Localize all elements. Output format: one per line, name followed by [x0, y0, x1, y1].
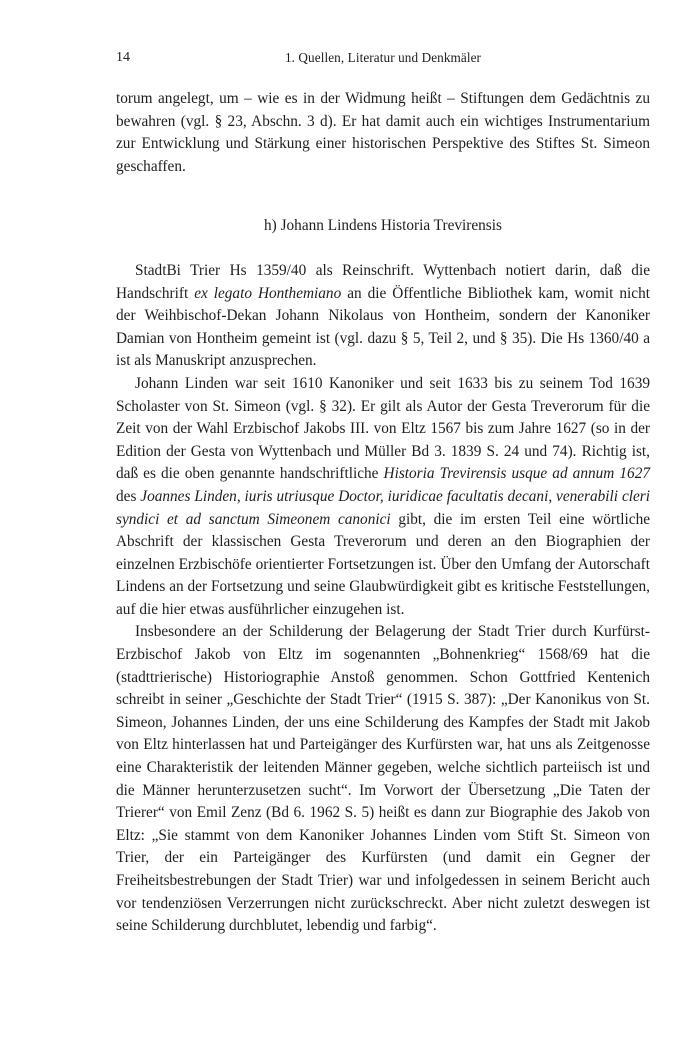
section-heading: h) Johann Lindens Historia Trevirensis: [264, 217, 502, 235]
running-header: [116, 48, 650, 74]
work-title: Historia Trevirensis usque ad annum 1627: [383, 465, 651, 483]
book-page: [116, 48, 650, 938]
section-heading-wrap: [116, 215, 650, 238]
latin-quote: ex legato Honthemiano: [194, 284, 342, 302]
paragraph-text: des: [116, 487, 141, 505]
paragraph-text: Johann Linden war seit 1610 Kanoniker und seit 1633 bis zu seinem Tod 1639 Scholaster von St. Simeon (vgl. § 32). Er gilt als Autor der Gesta Treverorum für die Zeit von der Wahl Erzbischof Jakobs III. von Eltz 1567 bis zum Jahre 1627 (so in der Edition der Gesta von Wyttenbach und Müller Bd 3. 1839 S. 24 und 74). Richtig ist, daß es die oben genannte handschriftliche: [116, 374, 650, 483]
latin-quote: Joannes Linden, iuris utriusque Doctor, iuridicae facultatis decani, venerabili cleri syndici et ad sanctum Simeonem canonici: [116, 487, 650, 528]
paragraph-manuscripts: [116, 260, 650, 373]
page-number: 14: [116, 50, 130, 65]
paragraph-linden-biography: [116, 373, 650, 622]
paragraph-text: an die Öffentliche Bibliothek kam, womit nicht der Weihbischof-Dekan Johann Nikolaus von Hontheim, sondern der Kanoniker Damian von Hontheim gemeint ist (vgl. dazu § 5, Teil 2, und § 35). Die Hs 1360/40 a ist als Manuskript anzusprechen.: [116, 284, 650, 370]
paragraph-bohnenkrieg: Insbesondere an der Schilderung der Belagerung der Stadt Trier durch Kurfürst-Erzbischof Jakob von Eltz im sogenannten „Bohnenkrieg“ 1568/69 hat die (stadttrierische) Historiographie Anstoß genommen. Schon Gottfried Kentenich schreibt in seiner „Geschichte der Stadt Trier“ (1915 S. 387): „Der Kanonikus von St. Simeon, Johannes Linden, der uns eine Schilderung des Kampfes der Stadt mit Jakob von Eltz hinterlassen hat und Parteigänger des Kurfürsten war, hat uns als Zeitgenosse eine Charakteristik der leitenden Männer gegeben, welche sichtlich parteiisch ist und die Männer herunterzusetzen sucht“. Im Vorwort der Übersetzung „Die Taten der Trierer“ von Emil Zenz (Bd 6. 1962 S. 5) heißt es dann zur Biographie des Jakob von Eltz: „Sie stammt von dem Kanoniker Johannes Linden vom Stift St. Simeon von Trier, der ein Parteigänger des Kurfürsten (und damit ein Gegner der Freiheitsbestrebungen der Stadt Trier) war und infolgedessen in seinem Bericht auch vor tendenziösen Verzerrungen nicht zurückschreckt. Aber nicht zuletzt deswegen ist seine Schilderung durchblutet, lebendig und farbig“.: [116, 623, 650, 935]
running-header-title: 1. Quellen, Literatur und Denkmäler: [284, 50, 482, 65]
paragraph-text: gibt, die im ersten Teil eine wörtliche Abschrift der klassischen Gesta Treverorum und deren an den Biographien der einzelnen Erzbischöfe orientierter Fortsetzungen ist. Über den Umfang der Autorschaft Lindens an der Fortsetzung und seine Glaubwürdigkeit gibt es kritische Feststellungen, auf die hier etwas ausführlicher einzugehen ist.: [116, 510, 651, 618]
intro-paragraph: torum angelegt, um – wie es in der Widmung heißt – Stiftungen dem Gedächtnis zu bewahren (vgl. § 23, Abschn. 3 d). Er hat damit auch ein wichtiges Instrumentarium zur Entwicklung und Stärkung einer historischen Perspektive des Stiftes St. Simeon geschaffen.: [116, 90, 650, 175]
paragraph-text: StadtBi Trier Hs 1359/40 als Reinschrift. Wyttenbach notiert darin, daß die Handschrift: [116, 261, 650, 302]
